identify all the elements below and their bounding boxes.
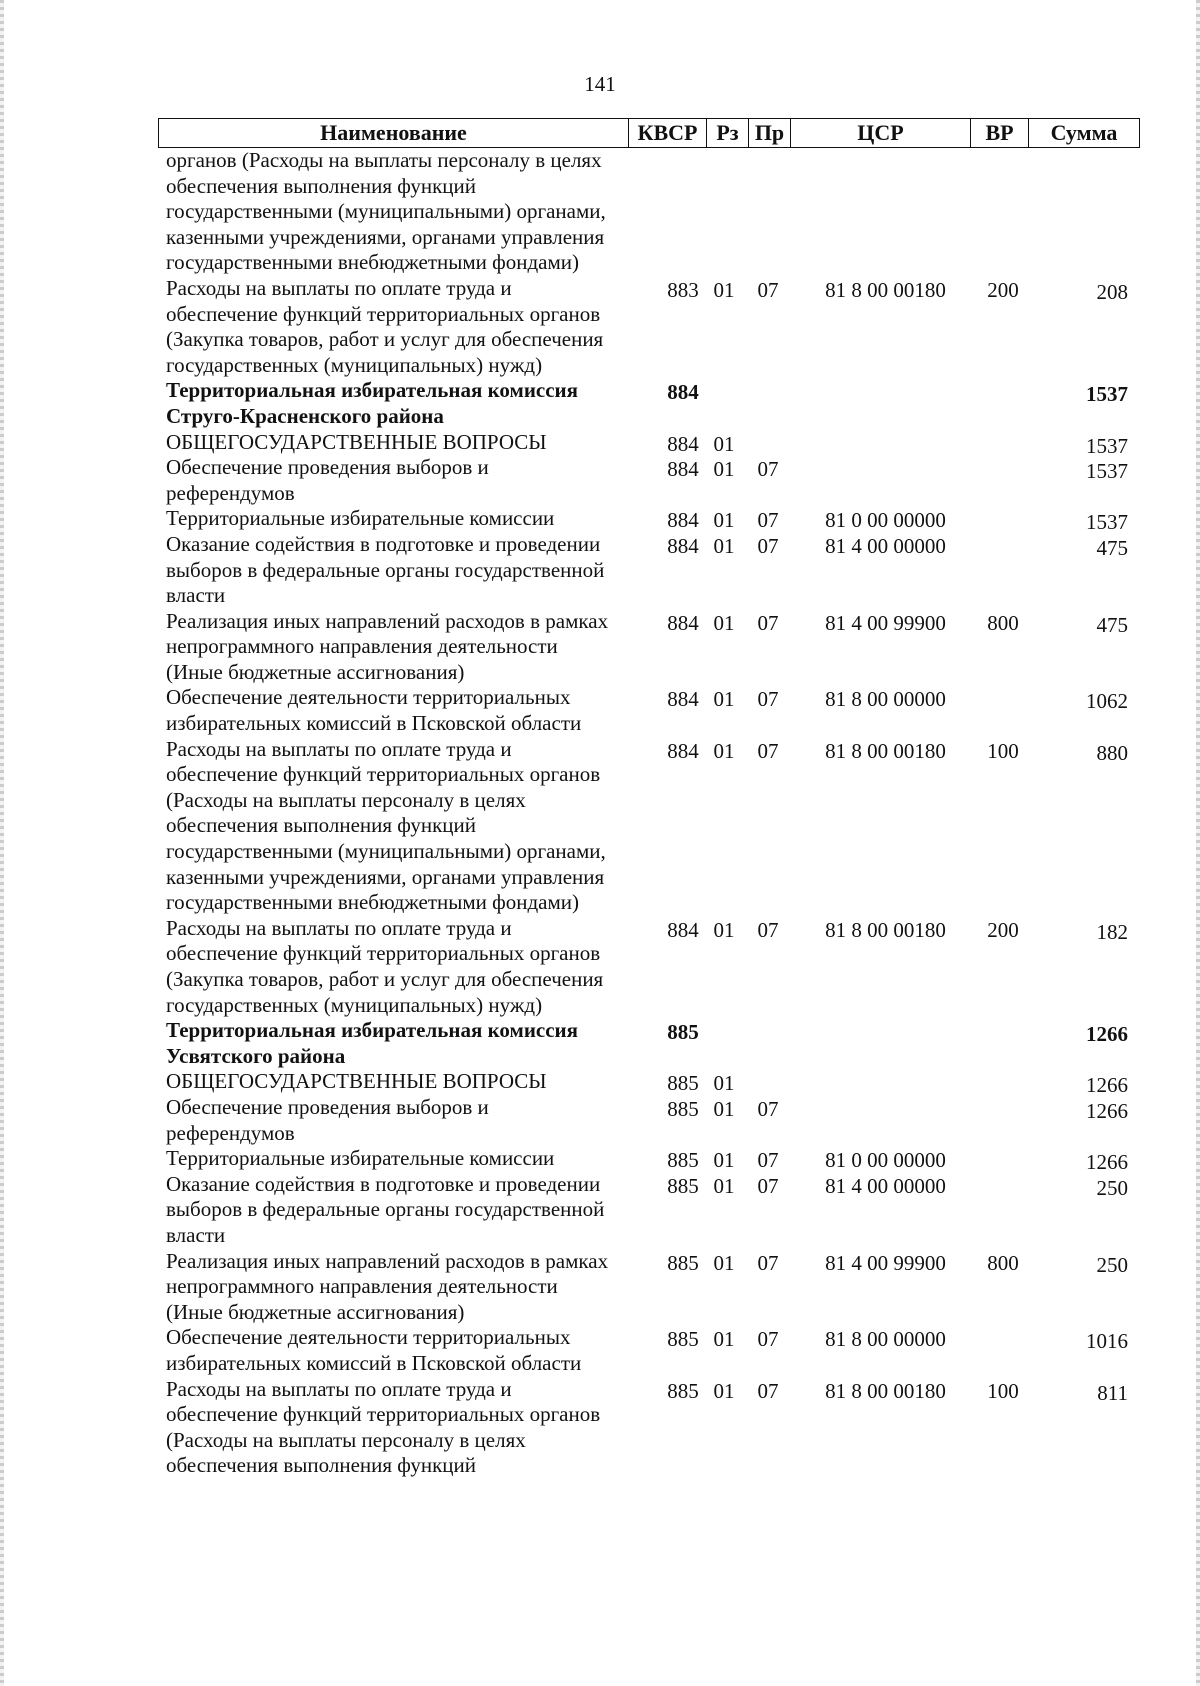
cell-sum: 182 <box>1096 919 1128 944</box>
scan-left-edge <box>0 0 4 1686</box>
cell-name: Территориальная избирательная комиссия Струго-Красненского района <box>166 378 579 428</box>
cell-rz: 01 <box>713 457 735 482</box>
cell-pr: 07 <box>757 1250 779 1275</box>
cell-csr: 81 8 00 00000 <box>825 687 946 712</box>
header-kvsr: КВСР <box>629 119 707 147</box>
cell-rz: 01 <box>713 917 735 942</box>
cell-pr: 07 <box>757 738 779 763</box>
cell-kvsr: 885 <box>667 1096 699 1121</box>
cell-name: Оказание содействия в подготовке и проведении выборов в федеральные органы государственной власти <box>166 531 605 608</box>
cell-kvsr: 883 <box>667 277 699 302</box>
cell-kvsr: 884 <box>667 610 699 635</box>
cell-pr: 07 <box>757 1327 779 1352</box>
cell-name: ОБЩЕГОСУДАРСТВЕННЫЕ ВОПРОСЫ <box>166 429 547 454</box>
table-row <box>158 916 1140 1018</box>
table-row <box>158 1095 1140 1146</box>
cell-name: Территориальные избирательные комиссии <box>166 506 555 531</box>
cell-rz: 01 <box>713 1096 735 1121</box>
header-sum: Сумма <box>1050 120 1118 145</box>
cell-rz: 01 <box>713 1250 735 1275</box>
cell-name: Оказание содействия в подготовке и проведении выборов в федеральные органы государственной власти <box>166 1171 605 1247</box>
cell-rz: 01 <box>713 1071 735 1096</box>
cell-pr: 07 <box>757 610 779 635</box>
cell-csr: 81 4 00 00000 <box>825 533 946 558</box>
cell-sum: 1537 <box>1086 459 1128 484</box>
cell-rz: 01 <box>713 277 735 302</box>
cell-pr: 07 <box>757 277 779 302</box>
table-row-section <box>158 378 1140 429</box>
table-row <box>158 276 1140 378</box>
cell-rz: 01 <box>713 1173 735 1198</box>
header-pr: Пр <box>749 119 791 147</box>
header-vr: ВР <box>971 119 1029 147</box>
table-row <box>158 685 1140 736</box>
cell-rz: 01 <box>713 1327 735 1352</box>
cell-csr: 81 8 00 00180 <box>825 277 946 302</box>
scan-right-edge <box>1196 0 1200 1686</box>
cell-vr: 100 <box>987 1378 1019 1403</box>
cell-pr: 07 <box>757 1378 779 1403</box>
cell-pr: 07 <box>757 917 779 942</box>
cell-sum: 250 <box>1096 1175 1128 1200</box>
cell-sum: 208 <box>1096 279 1128 304</box>
table-row <box>158 609 1140 686</box>
cell-sum: 1062 <box>1086 689 1128 714</box>
table-row <box>158 506 1140 535</box>
cell-kvsr: 884 <box>667 533 699 558</box>
cell-rz: 01 <box>713 431 735 456</box>
cell-csr: 81 4 00 99900 <box>825 1250 946 1275</box>
table-row <box>158 1172 1140 1249</box>
cell-name: Обеспечение проведения выборов и референдумов <box>166 455 489 505</box>
cell-vr: 100 <box>987 738 1019 763</box>
cell-kvsr: 885 <box>667 1148 699 1173</box>
cell-sum: 1537 <box>1086 433 1128 458</box>
cell-kvsr: 884 <box>667 380 699 405</box>
cell-rz: 01 <box>713 1148 735 1173</box>
cell-vr: 800 <box>987 610 1019 635</box>
table-row <box>158 737 1140 916</box>
cell-kvsr: 885 <box>667 1250 699 1275</box>
cell-sum: 1016 <box>1086 1329 1128 1354</box>
table-row <box>158 430 1140 456</box>
cell-pr: 07 <box>757 687 779 712</box>
header-csr: ЦСР <box>791 119 971 147</box>
table-header <box>158 118 1140 148</box>
cell-rz: 01 <box>713 1378 735 1403</box>
cell-kvsr: 884 <box>667 457 699 482</box>
cell-pr: 07 <box>757 533 779 558</box>
cell-sum: 880 <box>1096 740 1128 765</box>
cell-kvsr: 885 <box>667 1378 699 1403</box>
cell-kvsr: 885 <box>667 1071 699 1096</box>
cell-name: Расходы на выплаты по оплате труда и обеспечение функций территориальных органов (Расходы на выплаты персоналу в целях обеспечения выполнения функций <box>166 1376 601 1478</box>
cell-name: Расходы на выплаты по оплате труда и обеспечение функций территориальных органов (Закупка товаров, работ и услуг для обеспечения государственных (муниципальных) нужд) <box>166 915 604 1017</box>
cell-csr: 81 0 00 00000 <box>825 508 946 533</box>
cell-name: Расходы на выплаты по оплате труда и обеспечение функций территориальных органов (Расходы на выплаты персоналу в целях обеспечения выполнения функций государственными (муниципальными) органами, казенными учреждениями, органами управления государственными внебюджетными фондами) <box>166 736 606 915</box>
cell-pr: 07 <box>757 1096 779 1121</box>
cell-sum: 811 <box>1097 1380 1128 1405</box>
cell-csr: 81 4 00 99900 <box>825 610 946 635</box>
cell-sum: 1266 <box>1086 1150 1128 1175</box>
cell-sum: 1266 <box>1086 1022 1128 1047</box>
table-row <box>158 1325 1140 1376</box>
cell-sum: 1537 <box>1086 510 1128 535</box>
cell-vr: 800 <box>987 1250 1019 1275</box>
cell-pr: 07 <box>757 457 779 482</box>
cell-name: Обеспечение проведения выборов и референдумов <box>166 1094 489 1145</box>
cell-sum: 1266 <box>1086 1073 1128 1098</box>
cell-sum: 1266 <box>1086 1098 1128 1123</box>
cell-name: Реализация иных направлений расходов в рамках непрограммного направления деятельности (Иные бюджетные ассигнования) <box>166 1248 609 1324</box>
cell-name: Территориальные избирательные комиссии <box>166 1146 555 1171</box>
table-row <box>158 1249 1140 1326</box>
cell-vr: 200 <box>987 277 1019 302</box>
table-row <box>158 148 1140 276</box>
cell-pr: 07 <box>757 1148 779 1173</box>
cell-kvsr: 884 <box>667 917 699 942</box>
table-row <box>158 1146 1140 1175</box>
header-rz: Рз <box>707 119 749 147</box>
cell-kvsr: 885 <box>667 1173 699 1198</box>
table-row <box>158 532 1140 609</box>
cell-csr: 81 4 00 00000 <box>825 1173 946 1198</box>
cell-name: Реализация иных направлений расходов в рамках непрограммного направления деятельности (Иные бюджетные ассигнования) <box>166 608 609 684</box>
cell-kvsr: 884 <box>667 738 699 763</box>
table-row <box>158 1069 1140 1098</box>
page-number: 141 <box>584 72 616 96</box>
table-body <box>158 148 1140 1628</box>
cell-name: Обеспечение деятельности территориальных избирательных комиссий в Псковской области <box>166 685 582 736</box>
cell-pr: 07 <box>757 1173 779 1198</box>
table-row <box>158 455 1140 506</box>
cell-kvsr: 884 <box>667 431 699 456</box>
cell-vr: 200 <box>987 917 1019 942</box>
cell-sum: 475 <box>1096 612 1128 637</box>
cell-rz: 01 <box>713 533 735 558</box>
cell-kvsr: 885 <box>667 1020 699 1045</box>
cell-csr: 81 8 00 00000 <box>825 1327 946 1352</box>
cell-kvsr: 884 <box>667 508 699 533</box>
cell-kvsr: 885 <box>667 1327 699 1352</box>
cell-name: Территориальная избирательная комиссия Усвятского района <box>166 1018 579 1068</box>
cell-name: Расходы на выплаты по оплате труда и обеспечение функций территориальных органов (Закупка товаров, работ и услуг для обеспечения государственных (муниципальных) нужд) <box>166 275 604 377</box>
cell-sum: 250 <box>1096 1252 1128 1277</box>
cell-rz: 01 <box>713 687 735 712</box>
table-row-section <box>158 1018 1140 1069</box>
cell-kvsr: 884 <box>667 687 699 712</box>
cell-pr: 07 <box>757 508 779 533</box>
cell-csr: 81 8 00 00180 <box>825 1378 946 1403</box>
cell-rz: 01 <box>713 738 735 763</box>
cell-csr: 81 8 00 00180 <box>825 917 946 942</box>
cell-sum: 475 <box>1096 535 1128 560</box>
cell-csr: 81 8 00 00180 <box>825 738 946 763</box>
cell-sum: 1537 <box>1086 382 1128 407</box>
cell-rz: 01 <box>713 610 735 635</box>
cell-name: Обеспечение деятельности территориальных избирательных комиссий в Псковской области <box>166 1325 582 1375</box>
cell-name: ОБЩЕГОСУДАРСТВЕННЫЕ ВОПРОСЫ <box>166 1069 547 1094</box>
cell-rz: 01 <box>713 508 735 533</box>
cell-name: органов (Расходы на выплаты персоналу в целях обеспечения выполнения функций государственными (муниципальными) органами, казенными учреждениями, органами управления государственными внебюджетными фондами) <box>166 148 606 275</box>
table-row <box>158 1377 1140 1479</box>
header-name: Наименование <box>159 119 629 147</box>
cell-csr: 81 0 00 00000 <box>825 1148 946 1173</box>
